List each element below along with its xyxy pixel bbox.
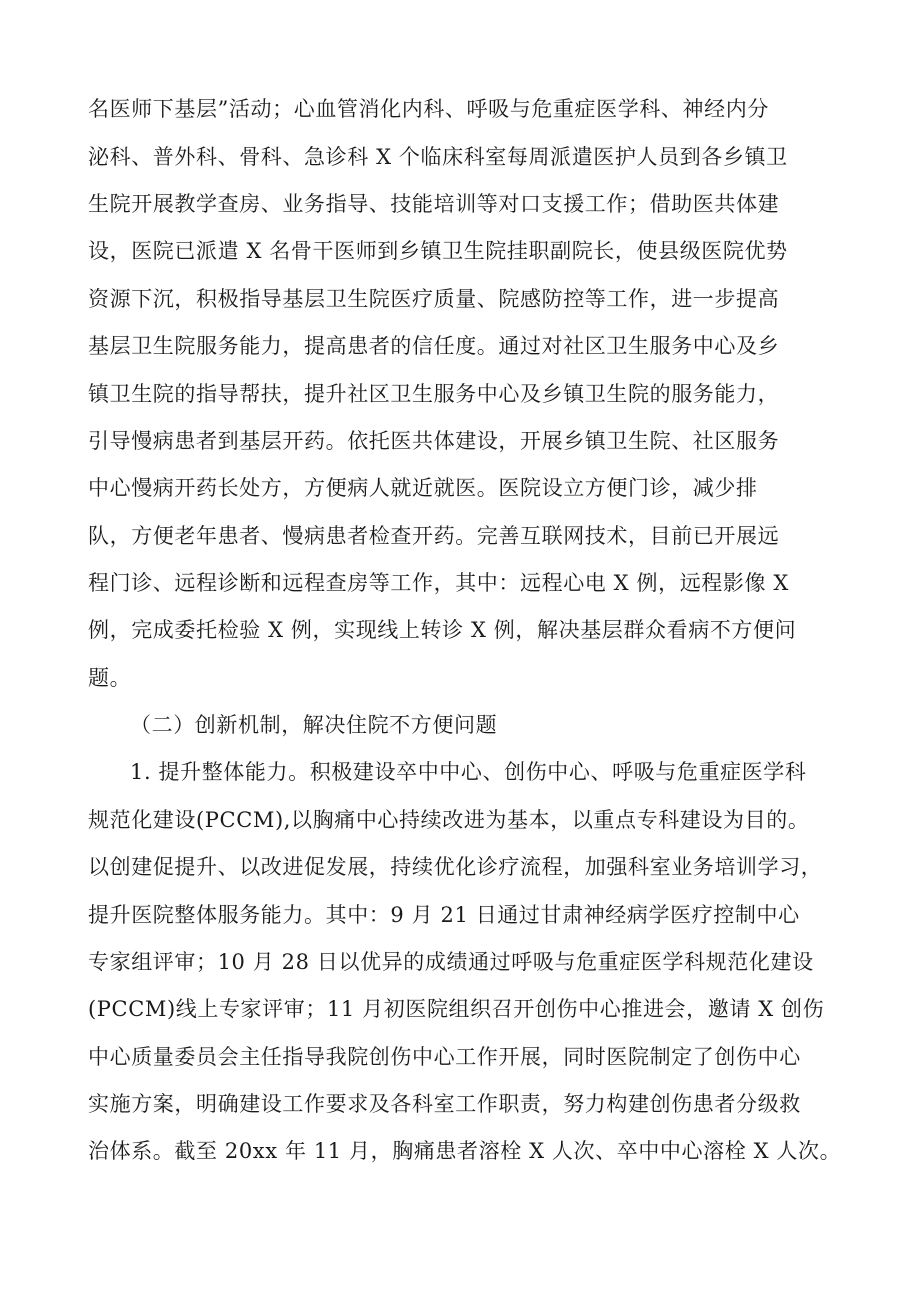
text-line-17: 以创建促提升、以改进促发展，持续优化诊疗流程，加强科室业务培训学习， xyxy=(88,855,823,879)
section-heading: （二）创新机制，解决住院不方便问题 xyxy=(130,713,498,737)
text-line-8: 引导慢病患者到基层开药。依托医共体建设，开展乡镇卫生院、社区服务 xyxy=(88,429,780,453)
text-line-22: 实施方案，明确建设工作要求及各科室工作职责，努力构建创伤患者分级救 xyxy=(88,1092,801,1116)
text-line-6: 基层卫生院服务能力，提高患者的信任度。通过对社区卫生服务中心及乡 xyxy=(88,334,780,358)
text-line-9: 中心慢病开药长处方，方便病人就近就医。医院设立方便门诊，减少排 xyxy=(88,476,758,500)
text-line-11: 程门诊、远程诊断和远程查房等工作，其中：远程心电 X 例，远程影像 X xyxy=(88,571,789,595)
text-line-18: 提升医院整体服务能力。其中：9 月 21 日通过甘肃神经病学医疗控制中心 xyxy=(88,903,800,927)
text-line-23: 治体系。截至 20xx 年 11 月，胸痛患者溶栓 X 人次、卒中中心溶栓 X 人次。 xyxy=(88,1139,842,1163)
text-line-3: 生院开展教学查房、业务指导、技能培训等对口支援工作；借助医共体建 xyxy=(88,192,780,216)
text-line-16: 规范化建设(PCCM),以胸痛中心持续改进为基本，以重点专科建设为目的。 xyxy=(88,808,810,832)
text-line-1: 名医师下基层”活动；心血管消化内科、呼吸与危重症医学科、神经内分 xyxy=(88,97,769,121)
text-line-20: (PCCM)线上专家评审；11 月初医院组织召开创伤中心推进会，邀请 X 创伤 xyxy=(88,997,825,1021)
text-line-15: 1. 提升整体能力。积极建设卒中中心、创伤中心、呼吸与危重症医学科 xyxy=(130,760,807,784)
text-line-2: 泌科、普外科、骨科、急诊科 X 个临床科室每周派遣医护人员到各乡镇卫 xyxy=(88,145,788,169)
text-line-13: 题。 xyxy=(88,666,132,690)
text-line-19: 专家组评审；10 月 28 日以优异的成绩通过呼吸与危重症医学科规范化建设 xyxy=(88,950,814,974)
text-line-5: 资源下沉，积极指导基层卫生院医疗质量、院感防控等工作，进一步提高 xyxy=(88,287,780,311)
text-line-12: 例，完成委托检验 X 例，实现线上转诊 X 例，解决基层群众看病不方便问 xyxy=(88,618,797,642)
text-line-7: 镇卫生院的指导帮扶，提升社区卫生服务中心及乡镇卫生院的服务能力， xyxy=(88,382,780,406)
text-line-4: 设，医院已派遣 X 名骨干医师到乡镇卫生院挂职副院长，使县级医院优势 xyxy=(88,239,788,263)
text-line-21: 中心质量委员会主任指导我院创伤中心工作开展，同时医院制定了创伤中心 xyxy=(88,1045,801,1069)
text-line-10: 队，方便老年患者、慢病患者检查开药。完善互联网技术，目前已开展远 xyxy=(88,524,780,548)
